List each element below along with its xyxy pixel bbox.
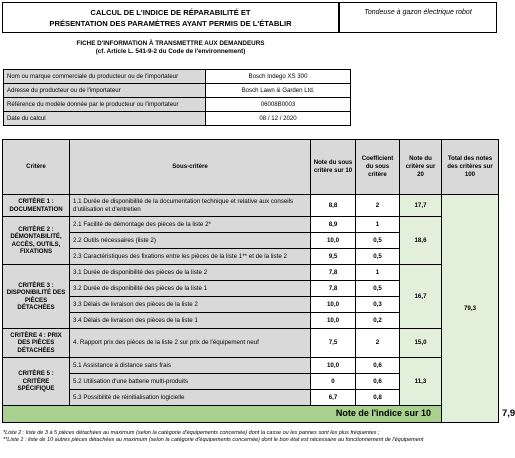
table-row <box>3 217 499 233</box>
fiche-reference: (cf. Article L. 541-9-2 du Code de l'environnement) <box>95 48 246 55</box>
sub-criterion-coef: 0,5 <box>356 249 400 265</box>
col-header-sous-critere: Sous-critère <box>70 140 311 195</box>
sub-criterion-score: 7,8 <box>311 281 356 297</box>
info-value: Bosch Lawn & Garden Ltd. <box>206 84 351 98</box>
col-header-note-sous: Note du sous critère sur 10 <box>311 140 356 195</box>
footnote-list-1: **Liste 1 : liste de 10 autres pièces détachées au maximum (selon la catégorie d'équipements concernée) dont le bon état est nécessaire au fonctionnement de l'équipement <box>3 437 424 443</box>
table-row <box>3 195 499 217</box>
criterion-score: 18,6 <box>400 217 442 265</box>
sub-criterion-score: 7,5 <box>311 329 356 358</box>
info-label: Nom ou marque commerciale du producteur ou de l'importateur <box>4 70 206 84</box>
sub-criterion-label: 1.1 Durée de disponibilité de la documentation technique et relative aux conseils d'utilisation et d'entretien <box>70 195 311 217</box>
sub-criterion-score: 6,7 <box>311 390 356 406</box>
sub-criterion-coef: 0,6 <box>356 374 400 390</box>
sub-criterion-label: 4. Rapport prix des pièces de la liste 2 sur prix de l'équipement neuf <box>70 329 311 358</box>
info-value: 06008B0003 <box>206 98 351 112</box>
col-header-critere: Critère <box>3 140 70 195</box>
col-header-coef: Coefficient du sous critère <box>356 140 400 195</box>
sub-criterion-coef: 0,3 <box>356 297 400 313</box>
sub-criterion-label: 3.2 Durée de disponibilité des pièces de la liste 1 <box>70 281 311 297</box>
sub-criterion-score: 9,5 <box>311 249 356 265</box>
footnote-list-2: *Liste 2 : liste de 3 à 5 pièces détachées au maximum (selon la catégorie d'équipements concernée) dont la casse ou les pannes sont les plus fréquentes ; <box>3 430 380 436</box>
criterion-name: CRITÈRE 1 : DOCUMENTATION <box>3 195 70 217</box>
sub-criterion-coef: 0,5 <box>356 281 400 297</box>
sub-criterion-coef: 0,8 <box>356 390 400 406</box>
header-title-line2: PRÉSENTATION DES PARAMÈTRES AYANT PERMIS DE L'ÉTABLIR <box>49 19 292 28</box>
sub-criterion-coef: 1 <box>356 217 400 233</box>
criterion-score: 15,0 <box>400 329 442 358</box>
info-label: Date du calcul <box>4 112 206 126</box>
info-value: Bosch Indego XS 300 <box>206 70 351 84</box>
info-row <box>4 84 351 98</box>
criterion-name: CRITÈRE 2 : DÉMONTABILITÉ, ACCÈS, OUTILS, FIXATIONS <box>3 217 70 265</box>
sub-criterion-coef: 0,5 <box>356 233 400 249</box>
sub-criterion-coef: 2 <box>356 195 400 217</box>
info-label: Référence du modèle donnée par le producteur ou l'importateur <box>4 98 206 112</box>
sub-criterion-label: 2.3 Caractéristiques des fixations entre les pièces de la liste 1** et de la liste 2 <box>70 249 311 265</box>
sub-criterion-label: 5.1 Assistance à distance sans frais <box>70 358 311 374</box>
sub-criterion-label: 5.2 Utilisation d'une batterie multi-produits <box>70 374 311 390</box>
sub-criterion-score: 0 <box>311 374 356 390</box>
sub-criterion-coef: 0,2 <box>356 313 400 329</box>
sub-criterion-coef: 1 <box>356 265 400 281</box>
info-row <box>4 112 351 126</box>
criterion-name: CRITÈRE 3 : DISPONIBILITÉ DES PIÈCES DÉTACHÉES <box>3 265 70 329</box>
sub-criterion-score: 8,9 <box>311 217 356 233</box>
sub-criterion-label: 2.1 Facilité de démontage des pièces de la liste 2* <box>70 217 311 233</box>
total-score-100: 79,3 <box>442 195 499 423</box>
product-info-table <box>3 69 351 126</box>
sub-criterion-label: 2.2 Outils nécessaires (liste 2) <box>70 233 311 249</box>
criterion-name: CRITÈRE 4 : PRIX DES PIÈCES DÉTACHÉES <box>3 329 70 358</box>
sub-criterion-score: 8,8 <box>311 195 356 217</box>
info-row <box>4 70 351 84</box>
sub-criterion-score: 10,0 <box>311 297 356 313</box>
table-header-row <box>3 140 499 195</box>
criterion-score: 11,3 <box>400 358 442 406</box>
table-row <box>3 329 499 358</box>
sub-criterion-score: 7,8 <box>311 265 356 281</box>
sub-criterion-label: 3.4 Délais de livraison des pièces de la liste 1 <box>70 313 311 329</box>
table-row <box>3 265 499 281</box>
sub-criterion-score: 10,0 <box>311 358 356 374</box>
criterion-score: 17,7 <box>400 195 442 217</box>
final-score-row: Note de l'indice sur 10 7,9 <box>3 406 499 423</box>
final-score-label: Note de l'indice sur 10 <box>3 406 442 423</box>
sub-criterion-score: 10,0 <box>311 233 356 249</box>
info-label: Adresse du producteur ou de l'importateur <box>4 84 206 98</box>
sub-criterion-coef: 0,6 <box>356 358 400 374</box>
sub-criterion-label: 3.3 Délais de livraison des pièces de la liste 2 <box>70 297 311 313</box>
repairability-score-table <box>2 139 515 423</box>
footnotes <box>3 430 497 444</box>
header-title-line1: CALCUL DE L'INDICE DE RÉPARABILITÉ ET <box>90 8 251 17</box>
table-row <box>3 358 499 374</box>
col-header-note-critere: Note du critère sur 20 <box>400 140 442 195</box>
sub-criterion-label: 3.1 Durée de disponibilité des pièces de la liste 2 <box>70 265 311 281</box>
product-category: Tondeuse à gazon électrique robot <box>339 2 497 33</box>
info-value: 08 / 12 / 2020 <box>206 112 351 126</box>
col-header-total: Total des notes des critères sur 100 <box>442 140 499 195</box>
fiche-title: FICHE D'INFORMATION À TRANSMETTRE AUX DEMANDEURS <box>76 40 265 47</box>
info-row <box>4 98 351 112</box>
sub-criterion-score: 10,0 <box>311 313 356 329</box>
criterion-score: 16,7 <box>400 265 442 329</box>
sub-criterion-coef: 2 <box>356 329 400 358</box>
header-title-box <box>2 2 339 33</box>
fiche-heading <box>2 40 339 56</box>
sub-criterion-label: 5.3 Possibilité de réinitialisation logicielle <box>70 390 311 406</box>
criterion-name: CRITÈRE 5 : CRITÈRE SPÉCIFIQUE <box>3 358 70 406</box>
